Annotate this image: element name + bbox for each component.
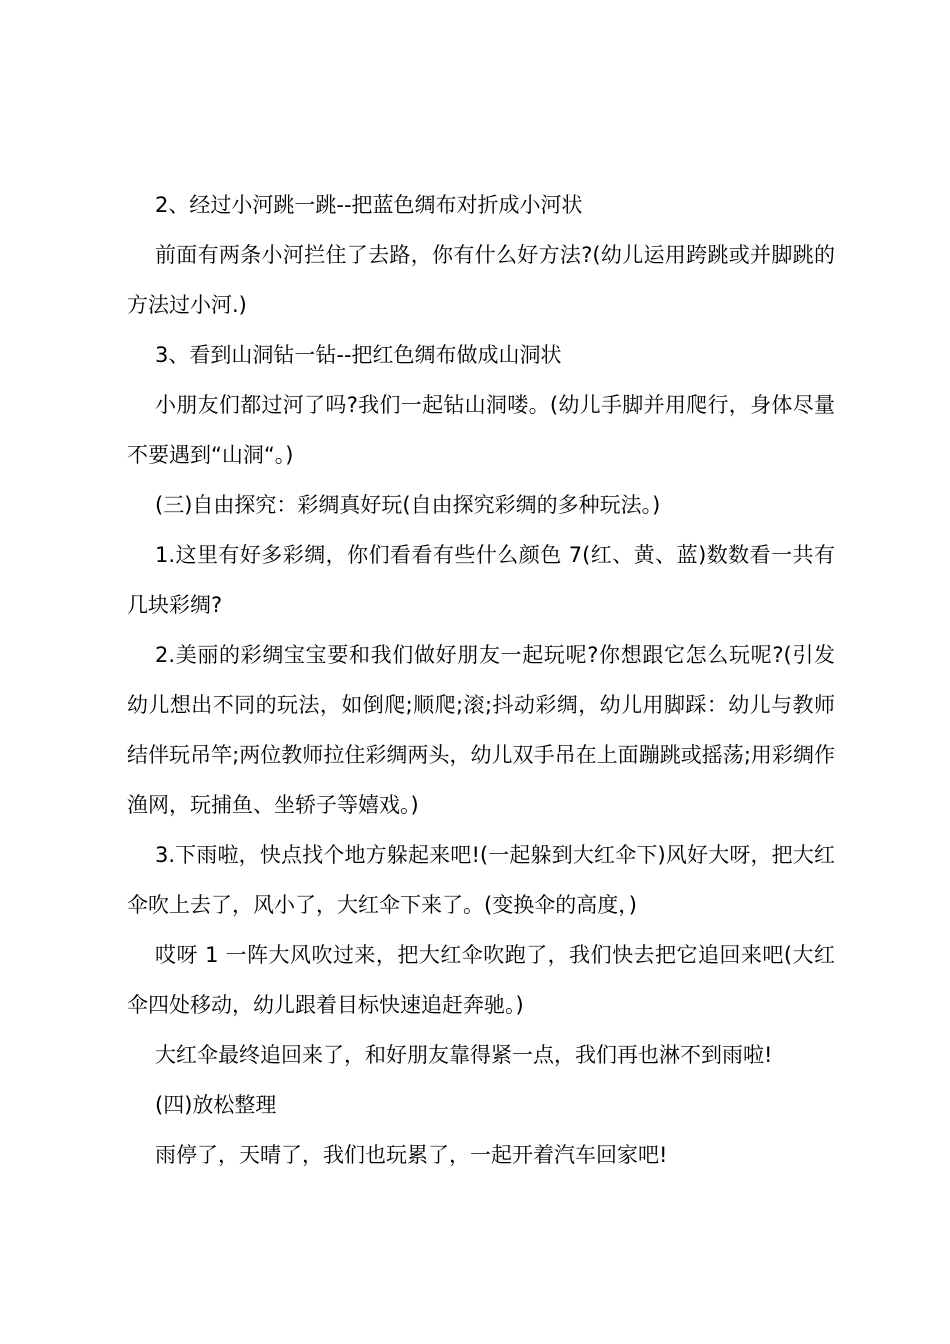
paragraph-cave-heading: 3、看到山洞钻一钻--把红色绸布做成山洞状 <box>155 343 562 367</box>
paragraph-free-explore-heading: (三)自由探究：彩绸真好玩(自由探究彩绸的多种玩法。) <box>155 493 661 517</box>
document-body <box>127 180 835 1180</box>
paragraph-explore-item-1: 1.这里有好多彩绸，你们看看有些什么颜色 7(红、黄、蓝)数数看一共有几块彩绸? <box>127 543 835 617</box>
paragraph-explore-item-3: 3.下雨啦，快点找个地方躲起来吧!(一起躲到大红伞下)风好大呀，把大红伞吹上去了，风小了，大红伞下来了。(变换伞的高度，) <box>127 843 835 917</box>
paragraph-wind-umbrella: 哎呀 1 一阵大风吹过来，把大红伞吹跑了，我们快去把它追回来吧(大红伞四处移动，幼儿跟着目标快速追赶奔驰。) <box>127 943 835 1017</box>
paragraph-explore-item-2: 2.美丽的彩绸宝宝要和我们做好朋友一起玩呢?你想跟它怎么玩呢?(引发幼儿想出不同的玩法，如倒爬;顺爬;滚;抖动彩绸，幼儿用脚踩：幼儿与教师结伴玩吊竿;两位教师拉住彩绸两头，幼儿双手吊在上面蹦跳或摇荡;用彩绸作渔网，玩捕鱼、坐轿子等嬉戏。) <box>127 643 835 817</box>
paragraph-cave-text: 小朋友们都过河了吗?我们一起钻山洞喽。(幼儿手脚并用爬行，身体尽量不要遇到“山洞“。) <box>127 393 835 467</box>
paragraph-jump-river-heading: 2、经过小河跳一跳--把蓝色绸布对折成小河状 <box>155 193 583 217</box>
paragraph-relax-heading: (四)放松整理 <box>155 1093 277 1117</box>
paragraph-go-home: 雨停了，天晴了，我们也玩累了，一起开着汽车回家吧! <box>155 1143 668 1167</box>
paragraph-umbrella-back: 大红伞最终追回来了，和好朋友靠得紧一点，我们再也淋不到雨啦! <box>155 1043 773 1067</box>
paragraph-jump-river-text: 前面有两条小河拦住了去路，你有什么好方法?(幼儿运用跨跳或并脚跳的方法过小河.) <box>127 243 835 317</box>
